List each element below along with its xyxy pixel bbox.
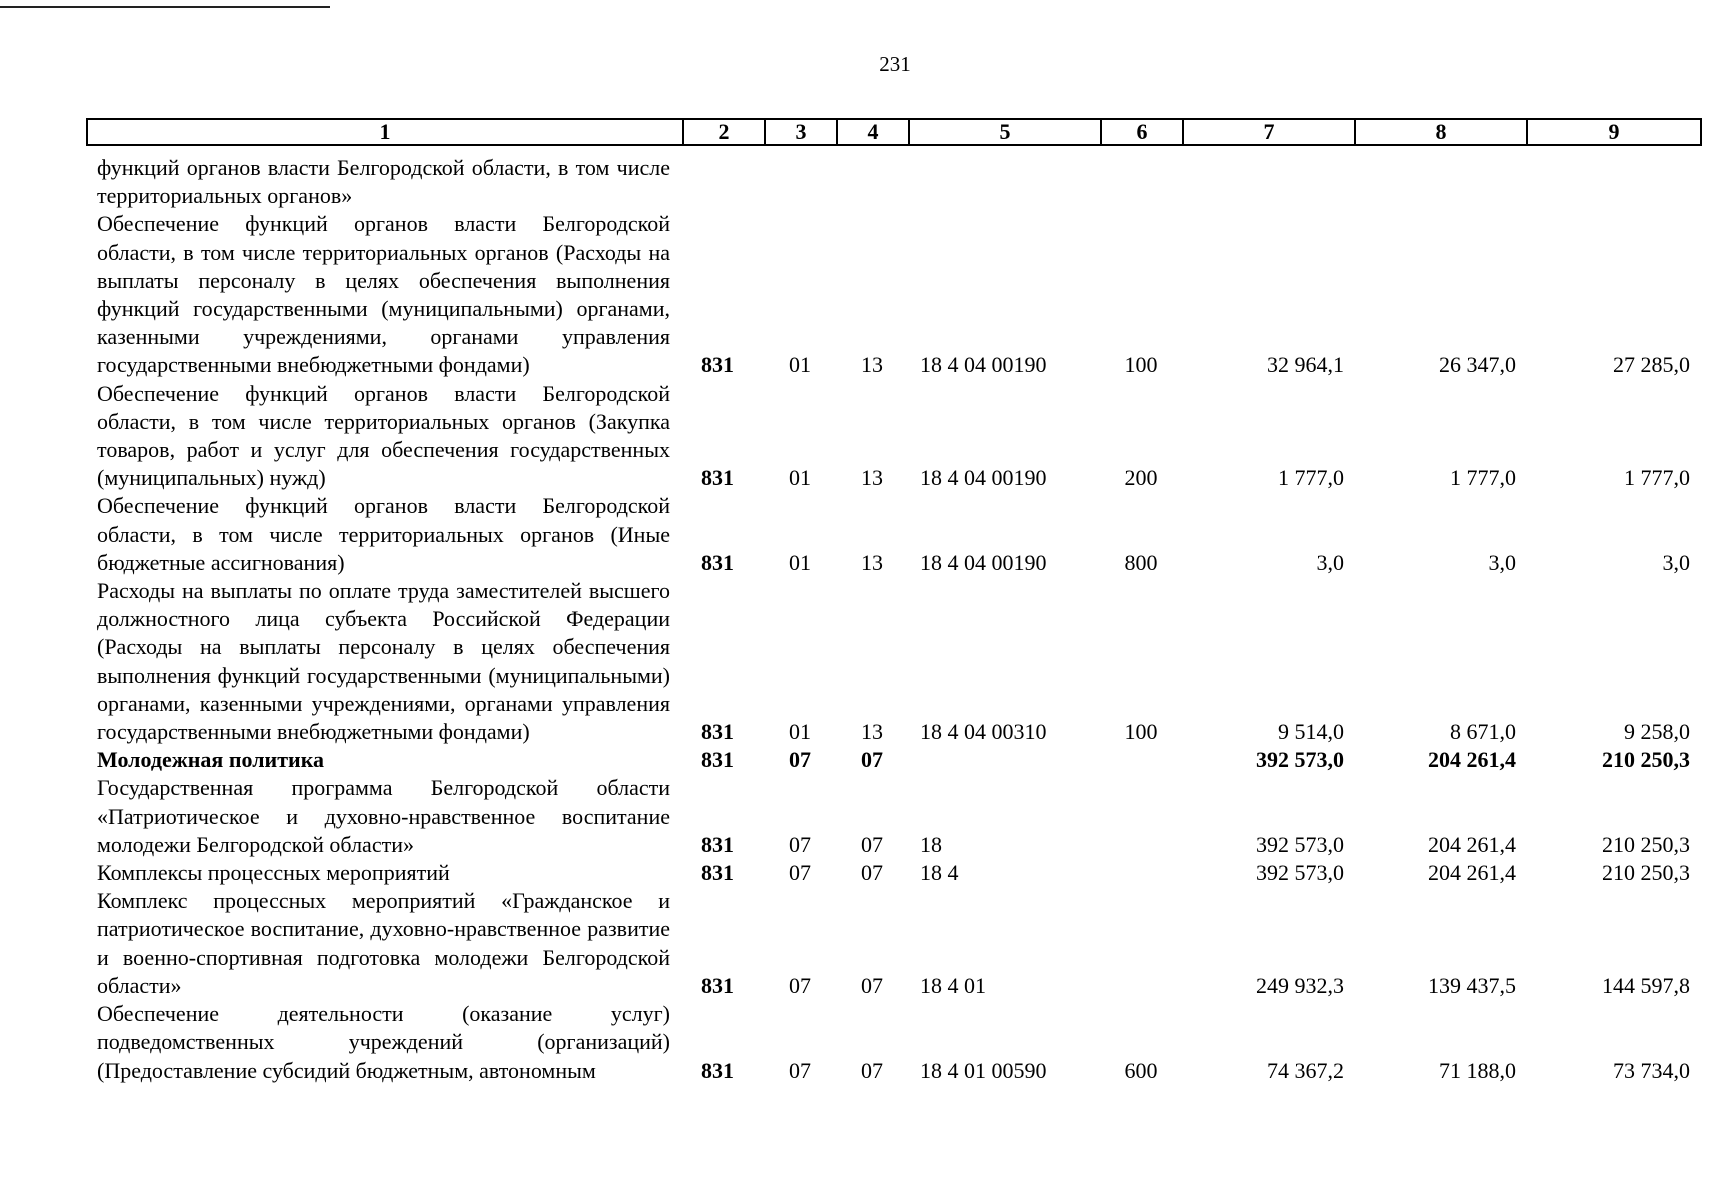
ministry-code [682,154,764,210]
expense-type-code [1100,859,1182,887]
ministry-code: 831 [701,831,734,857]
amount-col-9: 210 250,3 [1602,747,1690,773]
amount-col-7: 32 964,1 [1267,352,1344,378]
amount-col-7: 9 514,0 [1278,719,1344,745]
subsection-code: 07 [861,860,883,886]
section-code: 07 [789,860,811,886]
header-col-4: 4 [837,119,909,145]
amount-col-9: 210 250,3 [1602,831,1690,857]
subsection-code: 13 [861,352,883,378]
target-article-code [908,154,1100,210]
header-col-9: 9 [1527,119,1701,145]
section-code: 07 [789,831,811,857]
header-col-7: 7 [1183,119,1355,145]
amount-col-8: 8 671,0 [1450,719,1516,745]
header-col-1: 1 [87,119,683,145]
section-code: 01 [789,465,811,491]
expense-type-code [1100,887,1182,1000]
row-description: Государственная программа Белгородской области «Патриотическое и духовно-нравственное воспитание молодежи Белгородской области» [97,775,670,857]
row-description: Обеспечение функций органов власти Белгородской области, в том числе территориальных органов (Иные бюджетные ассигнования) [97,493,670,575]
page-number: 231 [879,52,911,76]
amount-col-8: 71 188,0 [1439,1057,1516,1083]
ministry-code: 831 [701,860,734,886]
section-code: 07 [789,972,811,998]
ministry-code: 831 [701,719,734,745]
amount-col-9: 1 777,0 [1624,465,1690,491]
amount-col-7: 74 367,2 [1267,1057,1344,1083]
ministry-code: 831 [701,1057,734,1083]
ministry-code: 831 [701,549,734,575]
amount-col-8: 139 437,5 [1428,972,1516,998]
expense-type-code: 800 [1124,549,1158,575]
section-code: 01 [789,549,811,575]
row-description: Обеспечение функций органов власти Белгородской области, в том числе территориальных органов (Закупка товаров, работ и услуг для обеспечения государственных (муниципальных) нужд) [97,380,670,491]
subsection-code: 07 [861,972,883,998]
header-col-6: 6 [1101,119,1183,145]
target-article-code: 18 4 01 00590 [920,1057,1047,1083]
subsection-code [836,154,908,210]
expense-type-code: 100 [1124,352,1158,378]
expense-type-code: 600 [1124,1057,1158,1083]
table-row [86,380,1700,493]
budget-table-body [86,154,1700,1085]
amount-col-8: 204 261,4 [1428,831,1516,857]
target-article-code: 18 4 04 00310 [920,719,1047,745]
amount-col-9: 210 250,3 [1602,860,1690,886]
amount-col-8 [1354,154,1526,210]
row-description: Обеспечение функций органов власти Белгородской области, в том числе территориальных органов (Расходы на выплаты персоналу в целях обеспечения выполнения функций государственными (муниципальными) органами, казенными учреждениями, органами управления государственными внебюджетными фондами) [97,211,670,378]
amount-col-8: 3,0 [1488,549,1516,575]
table-row [86,1000,1700,1085]
ministry-code: 831 [701,747,734,773]
section-code [764,154,836,210]
target-article-code: 18 4 01 [920,972,986,998]
table-row [86,887,1700,1000]
amount-col-7: 249 932,3 [1256,972,1344,998]
subsection-code: 13 [861,719,883,745]
target-article-code: 18 4 04 00190 [920,549,1047,575]
subsection-code: 13 [861,549,883,575]
amount-col-7: 392 573,0 [1256,747,1344,773]
target-article-code [908,746,1100,774]
ministry-code: 831 [701,352,734,378]
amount-col-9: 27 285,0 [1613,352,1690,378]
amount-col-9: 73 734,0 [1613,1057,1690,1083]
ministry-code: 831 [701,465,734,491]
header-col-8: 8 [1355,119,1527,145]
header-col-2: 2 [683,119,765,145]
row-description: Молодежная политика [97,747,325,773]
table-row [86,577,1700,746]
expense-type-code: 200 [1124,465,1158,491]
amount-col-9: 144 597,8 [1602,972,1690,998]
expense-type-code [1100,746,1182,774]
amount-col-7: 392 573,0 [1256,860,1344,886]
section-code: 01 [789,719,811,745]
amount-col-9: 3,0 [1662,549,1690,575]
target-article-code: 18 4 04 00190 [920,352,1047,378]
expense-type-code [1100,154,1182,210]
ministry-code: 831 [701,972,734,998]
section-code: 07 [789,747,811,773]
amount-col-7: 392 573,0 [1256,831,1344,857]
section-code: 07 [789,1057,811,1083]
expense-type-code: 100 [1124,719,1158,745]
target-article-code: 18 4 04 00190 [920,465,1047,491]
table-row [86,859,1700,887]
amount-col-9: 9 258,0 [1624,719,1690,745]
subsection-code: 07 [861,1057,883,1083]
header-col-3: 3 [765,119,837,145]
amount-col-8: 204 261,4 [1428,747,1516,773]
header-row [87,119,1701,145]
row-description: Комплекс процессных мероприятий «Гражданское и патриотическое воспитание, духовно-нравственное развитие и военно-спортивная подготовка молодежи Белгородской области» [97,888,670,998]
section-code: 01 [789,352,811,378]
row-description: Обеспечение деятельности (оказание услуг) подведомственных учреждений (организаций) (Предоставление субсидий бюджетным, автономным [97,1001,670,1083]
expense-type-code [1100,774,1182,859]
amount-col-8: 26 347,0 [1439,352,1516,378]
table-row [86,154,1700,210]
amount-col-8: 204 261,4 [1428,860,1516,886]
amount-col-7: 1 777,0 [1278,465,1344,491]
amount-col-8: 1 777,0 [1450,465,1516,491]
amount-col-9 [1526,154,1700,210]
table-row [86,210,1700,379]
subsection-code: 13 [861,465,883,491]
target-article-code: 18 [920,831,942,857]
row-description: функций органов власти Белгородской области, в том числе территориальных органов» [97,155,670,209]
target-article-code: 18 4 [920,860,959,886]
column-header-table [86,118,1702,146]
row-description: Расходы на выплаты по оплате труда заместителей высшего должностного лица субъекта Российской Федерации (Расходы на выплаты персоналу в целях обеспечения выполнения функций государственными (муниципальными) органами, казенными учреждениями, органами управления государственными внебюджетными фондами) [97,578,670,745]
row-description: Комплексы процессных мероприятий [97,860,450,886]
table-row [86,746,1700,774]
amount-col-7: 3,0 [1316,549,1344,575]
amount-col-7 [1182,154,1354,210]
scan-border-line [0,6,330,8]
subsection-code: 07 [861,747,883,773]
table-row [86,492,1700,577]
table-row [86,774,1700,859]
header-col-5: 5 [909,119,1101,145]
subsection-code: 07 [861,831,883,857]
